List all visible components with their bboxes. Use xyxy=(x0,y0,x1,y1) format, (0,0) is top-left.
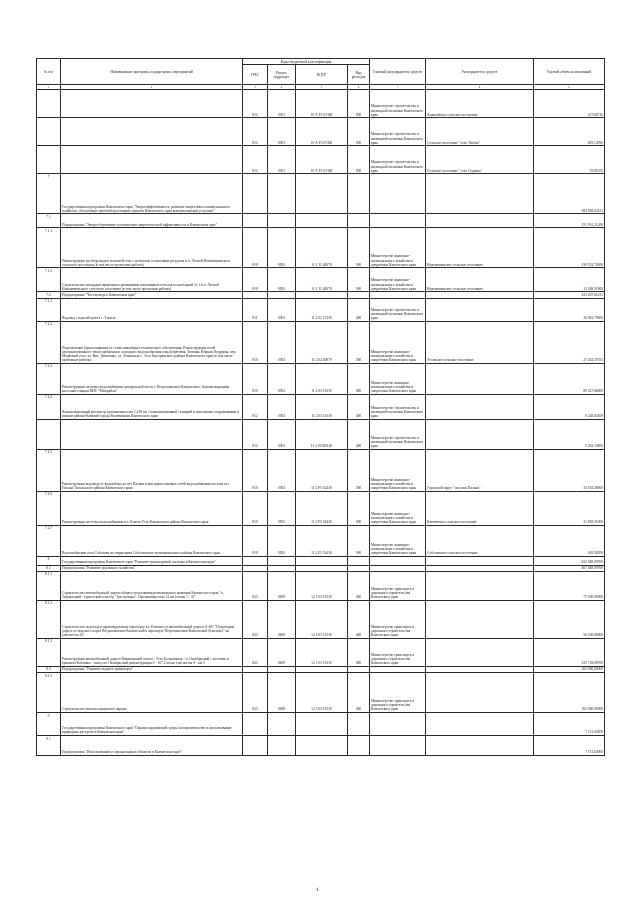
row-number: 7.2.4 xyxy=(37,394,61,419)
row-kcsr: 12 3 03 10130 xyxy=(296,673,348,713)
table-row xyxy=(37,491,605,525)
row-section: 0409 xyxy=(268,600,296,638)
column-index: 7 xyxy=(370,85,426,90)
row-recipient xyxy=(426,556,534,565)
row-kcsr: 12 1 03 10130 xyxy=(296,638,348,666)
table-row xyxy=(37,419,605,449)
row-name: Государственная программа Камчатского края "Энергоэффективность, развитие энергетики и коммунального хозяйства, обеспечение жителей населенных пунктов Камчатского края коммунальными услугами" xyxy=(61,174,243,214)
row-name: Государственная программа Камчатского края "Развитие транспортной системы в Камчатском крае" xyxy=(61,556,243,565)
table-row xyxy=(37,228,605,268)
row-vr xyxy=(348,713,370,736)
row-vr: 500 xyxy=(348,268,370,292)
row-section xyxy=(268,713,296,736)
row-name: Подпрограмма "Развитие водного транспорта" xyxy=(61,666,243,672)
row-recipient xyxy=(426,394,534,419)
table-row xyxy=(37,174,605,214)
row-section: 0409 xyxy=(268,571,296,600)
column-index: 2 xyxy=(61,85,243,90)
table-row xyxy=(37,449,605,491)
header-kcsr: КЦСР xyxy=(296,65,348,85)
row-amount: 151 591,21200 xyxy=(534,214,605,228)
row-section: 0501 xyxy=(268,118,296,146)
table-row xyxy=(37,363,605,394)
row-amount: 6 228,84309 xyxy=(534,394,605,419)
row-chief-manager: Министерство транспорта и дорожного строительства Камчатского края xyxy=(370,673,426,713)
row-section: 0408 xyxy=(268,673,296,713)
row-kcsr: 11 2 03 10130 xyxy=(296,394,348,419)
row-recipient: Эссовское сельское поселение xyxy=(426,321,534,363)
row-vr xyxy=(348,556,370,565)
row-grbs xyxy=(243,556,268,565)
row-recipient: Новоавачинское сельское поселение xyxy=(426,228,534,268)
table-row xyxy=(37,556,605,565)
header-kbk-group: Коды бюджетной классификации xyxy=(243,59,370,65)
row-grbs: 823 xyxy=(243,638,268,666)
row-kcsr: 11 2 03 10130 xyxy=(296,363,348,394)
row-number: 7.2.1 xyxy=(37,298,61,321)
row-number: 9.1 xyxy=(37,736,61,756)
row-name xyxy=(61,146,243,174)
row-chief-manager: Министерство жилищно-коммунального хозяйства и энергетики Камчатского края xyxy=(370,228,426,268)
row-chief-manager: Министерство транспорта и дорожного строительства Камчатского края xyxy=(370,600,426,638)
row-vr: 400 xyxy=(348,673,370,713)
row-section: 0502 xyxy=(268,268,296,292)
row-amount: 27 262,37031 xyxy=(534,321,605,363)
row-kcsr: 11 2 F5 52430 xyxy=(296,491,348,525)
row-name: Реконструкция трубопроводов тепловой сети с истекшим остаточным ресурсом в п. Лесной Новоавачинского сельского поселения (в том числе проектные работы) xyxy=(61,228,243,268)
budget-allocation-table xyxy=(36,58,605,756)
row-section: 0502 xyxy=(268,228,296,268)
row-amount: 7 151,02000 xyxy=(534,713,605,736)
row-amount: 465,98200 xyxy=(534,525,605,556)
row-vr: 400 xyxy=(348,638,370,666)
row-vr: 500 xyxy=(348,449,370,491)
row-number: 7.1.1 xyxy=(37,228,61,268)
row-number: 7.2.6 xyxy=(37,491,61,525)
row-name: Государственная программа Камчатского края "Охрана окружающей среды, воспроизводство и использование природных ресурсов в Камчатском крае" xyxy=(61,713,243,736)
row-chief-manager xyxy=(370,174,426,214)
header-grbs: ГРБС xyxy=(243,65,268,85)
row-kcsr: 10 А F3 67484 xyxy=(296,90,348,118)
column-index: 6 xyxy=(348,85,370,90)
row-chief-manager: Министерство строительства и жилищной политики Камчатского края xyxy=(370,146,426,174)
row-grbs xyxy=(243,174,268,214)
row-kcsr xyxy=(296,736,348,756)
row-recipient: Сельское поселение "село Седанка" xyxy=(426,146,534,174)
row-grbs: 810 xyxy=(243,449,268,491)
row-chief-manager xyxy=(370,713,426,736)
row-chief-manager: Министерство жилищно-коммунального хозяйства и энергетики Камчатского края xyxy=(370,363,426,394)
column-index: 1 xyxy=(37,85,61,90)
row-name xyxy=(61,90,243,118)
row-name: Реконструкция системы водоснабжения центральной части г. Петропавловск-Камчатского. Канализационная насосная станция КНС "Межрайон" xyxy=(61,363,243,394)
row-chief-manager: Министерство жилищно-коммунального хозяйства и энергетики Камчатского края xyxy=(370,268,426,292)
row-chief-manager xyxy=(370,736,426,756)
row-amount: 31 858,51000 xyxy=(534,491,605,525)
table-row xyxy=(37,673,605,713)
row-chief-manager: Министерство транспорта и дорожного строительства Камчатского края xyxy=(370,571,426,600)
header-name: Наименование программ, подпрограмм, мероприятий xyxy=(61,59,243,85)
row-section xyxy=(268,736,296,756)
row-number: 8.1 xyxy=(37,565,61,571)
header-no: № п/п xyxy=(37,59,61,85)
row-section: 0409 xyxy=(268,638,296,666)
row-recipient xyxy=(426,638,534,666)
row-amount: 165 000,00000 xyxy=(534,673,605,713)
row-grbs: 812 xyxy=(243,146,268,174)
row-name: Строительство автопассажирского парома xyxy=(61,673,243,713)
row-grbs: 823 xyxy=(243,673,268,713)
column-index: 5 xyxy=(296,85,348,90)
row-amount: 335 718,00700 xyxy=(534,638,605,666)
row-name: Водовод с водозабором в с. Тигиль xyxy=(61,298,243,321)
row-amount: 56 330,00000 xyxy=(534,600,605,638)
row-recipient xyxy=(426,673,534,713)
row-vr: 500 xyxy=(348,228,370,268)
row-grbs: 810 xyxy=(243,268,268,292)
row-kcsr xyxy=(296,174,348,214)
row-chief-manager: Министерство жилищно-коммунального хозяйства и энергетики Камчатского края xyxy=(370,321,426,363)
row-recipient xyxy=(426,298,534,321)
row-chief-manager: Министерство транспорта и дорожного строительства Камчатского края xyxy=(370,638,426,666)
row-grbs: 810 xyxy=(243,363,268,394)
row-vr xyxy=(348,174,370,214)
row-name: Подпрограмма "Использование и охрана водных объектов в Камчатском крае" xyxy=(61,736,243,756)
row-section: 0502 xyxy=(268,491,296,525)
row-section: 0502 xyxy=(268,298,296,321)
row-section xyxy=(268,174,296,214)
row-amount: 7 151,02000 xyxy=(534,736,605,756)
row-grbs: 810 xyxy=(243,491,268,525)
table-row xyxy=(37,394,605,419)
row-kcsr: 11 2 02 10130 xyxy=(296,298,348,321)
row-recipient: Городской округ "поселок Палана" xyxy=(426,449,534,491)
table-row xyxy=(37,600,605,638)
column-index: 9 xyxy=(534,85,605,90)
row-name xyxy=(61,419,243,449)
row-chief-manager: Министерство строительства и жилищной политики Камчатского края xyxy=(370,298,426,321)
row-chief-manager: Министерство жилищно-коммунального хозяйства и энергетики Камчатского края xyxy=(370,491,426,525)
row-vr: 500 xyxy=(348,146,370,174)
row-chief-manager: Министерство строительства и жилищной политики Камчатского края xyxy=(370,419,426,449)
row-number: 9 xyxy=(37,713,61,736)
row-section: 0502 xyxy=(268,419,296,449)
header-recipient: Распорядитель средств xyxy=(426,59,534,85)
row-section xyxy=(268,214,296,228)
row-kcsr: 12 1 03 10130 xyxy=(296,600,348,638)
row-vr: 400 xyxy=(348,394,370,419)
row-section xyxy=(268,556,296,565)
row-chief-manager: Министерство жилищно-коммунального хозяйства и энергетики Камчатского края xyxy=(370,525,426,556)
row-chief-manager: Министерство строительства и жилищной политики Камчатского края xyxy=(370,90,426,118)
row-amount: 12 038,51800 xyxy=(534,268,605,292)
table-row xyxy=(37,571,605,600)
table-row xyxy=(37,298,605,321)
row-grbs: 823 xyxy=(243,571,268,600)
row-number xyxy=(37,118,61,146)
row-name: Реконструкция системы водоснабжения в п. Ключи Усть-Камчатского района Камчатского края xyxy=(61,491,243,525)
row-name: Строительство площадки временного размещения изношенных отходов на котельной № 1 в п. Лесной Новоавачинского сельского поселения (в том числе проектные работы) xyxy=(61,268,243,292)
row-chief-manager: Министерство строительства и жилищной политики Камчатского края xyxy=(370,118,426,146)
row-amount: 384 858,02431 xyxy=(534,174,605,214)
row-kcsr: 10 А F3 67484 xyxy=(296,146,348,174)
row-name: Подпрограмма "Развитие дорожного хозяйства" xyxy=(61,565,243,571)
row-grbs: 812 xyxy=(243,90,268,118)
row-amount: 33 554,30000 xyxy=(534,449,605,491)
header-chief-manager: Главный распорядитель средств xyxy=(370,59,426,85)
row-vr: 500 xyxy=(348,321,370,363)
row-name: Строительство автомобильной дороги общего пользования регионального значения Камчатского края "п. Термальный - туристский кластер "Три вулкана". Протяженностью 12 км (этапы 1 - 3)" xyxy=(61,571,243,600)
row-name: Строительство подъезда к проектируемому аэропорту в г. Елизово от автомобильной дороги А-401 "Подъездная дорога от морского порта Петропавловск-Камчатский к аэропорту Петропавловск-Камчатский (Елизово)" на участке км 24" xyxy=(61,600,243,638)
header-amount: Годовой объем ассигнований xyxy=(534,59,605,85)
row-kcsr: 12 1 03 10130 xyxy=(296,571,348,600)
row-vr: 500 xyxy=(348,90,370,118)
row-grbs: 812 xyxy=(243,118,268,146)
row-number: 7.2.3 xyxy=(37,363,61,394)
row-recipient xyxy=(426,713,534,736)
row-amount: 55,01655 xyxy=(534,146,605,174)
row-number: 7.2.7 xyxy=(37,525,61,556)
row-amount: 233 267,81231 xyxy=(534,292,605,298)
table-row xyxy=(37,525,605,556)
row-vr: 500 xyxy=(348,525,370,556)
header-vr: Вид расходов xyxy=(348,65,370,85)
table-row xyxy=(37,214,605,228)
table-row xyxy=(37,638,605,666)
row-recipient: Соболевское сельское поселение xyxy=(426,525,534,556)
row-recipient xyxy=(426,174,534,214)
row-kcsr xyxy=(296,556,348,565)
row-amount: 75 590,00000 xyxy=(534,571,605,600)
row-name: Реконструкция автомобильной дороги Начикинский совхоз - Усть-Большерецк - п. Октябрьский с мостами и ершиком Козловка - заход пп. Октябрьский реконструкция 0 - 107,2 км на участке км 0 - км 5 xyxy=(61,638,243,666)
row-amount: 632 048,00700 xyxy=(534,556,605,565)
row-grbs xyxy=(243,214,268,228)
row-name: Подпрограмма "Энергосбережение и повышение энергетической эффективности в Камчатском крае" xyxy=(61,214,243,228)
row-number xyxy=(37,90,61,118)
row-number xyxy=(37,419,61,449)
row-amount: 467 048,00700 xyxy=(534,565,605,571)
row-name: Реконструкция водовода от водозабора до пгт Палана и внутрипоселковых сетей водоснабжения поселка пгт Палана Тигильского района Камчатского края xyxy=(61,449,243,491)
table-row xyxy=(37,90,605,118)
header-section: Раздел, подраздел xyxy=(268,65,296,85)
row-chief-manager: Министерство строительства и жилищной политики Камчатского края xyxy=(370,394,426,419)
row-number: 7.1.2 xyxy=(37,268,61,292)
row-vr: 400 xyxy=(348,600,370,638)
row-kcsr xyxy=(296,214,348,228)
row-grbs xyxy=(243,713,268,736)
table-row xyxy=(37,146,605,174)
table-body xyxy=(37,90,605,756)
row-name: Водоснабжение села Соболево на территории Соболевского муниципального района Камчатского края xyxy=(61,525,243,556)
row-vr: 500 xyxy=(348,491,370,525)
row-recipient xyxy=(426,600,534,638)
row-chief-manager: Министерство жилищно-коммунального хозяйства и энергетики Камчатского края xyxy=(370,449,426,491)
row-recipient: Сельское поселение "село Тигиль" xyxy=(426,118,534,146)
row-name: Канализационный коллектор протяженностью 1,238 км с канализационной станцией и очистными сооружениями в южном районе Рыбачий города Вилючинска Камчатского края xyxy=(61,394,243,419)
row-kcsr: 10 А F3 67484 xyxy=(296,118,348,146)
row-name xyxy=(61,118,243,146)
row-grbs: 810 xyxy=(243,228,268,268)
row-section: 0501 xyxy=(268,90,296,118)
row-recipient xyxy=(426,736,534,756)
row-number: 7.2.2 xyxy=(37,321,61,363)
row-amount: 165 000,00000 xyxy=(534,666,605,672)
row-number: 7.1 xyxy=(37,214,61,228)
row-recipient: Анавгайское сельское поселение xyxy=(426,90,534,118)
row-number: 7 xyxy=(37,174,61,214)
row-number: 8.3.1 xyxy=(37,673,61,713)
page-number: 4 xyxy=(316,888,319,893)
row-vr: 400 xyxy=(348,419,370,449)
row-name: Подключение (присоединение) к сетям инженерно-технического обеспечения. Реконструкция сетей централизованного теплоснабжения и холодного водоснабжения улиц Береговая, Зеленая, Южная, Кедровая, пер. Медвежий угол, ул. Вит. Девятенко, ул. Ленинская с. Эссо Быстринского района Камчатского края (в том числе проектные работы) xyxy=(61,321,243,363)
table-row xyxy=(37,713,605,736)
row-section: 0501 xyxy=(268,146,296,174)
row-section: 0502 xyxy=(268,449,296,491)
row-vr xyxy=(348,736,370,756)
row-amount: 139 552,70300 xyxy=(534,228,605,268)
row-grbs: 810 xyxy=(243,321,268,363)
row-recipient xyxy=(426,571,534,600)
row-name: Подпрограмма "Чистая вода в Камчатском крае" xyxy=(61,292,243,298)
row-grbs: 812 xyxy=(243,419,268,449)
row-kcsr: 11 2 02 40070 xyxy=(296,321,348,363)
row-grbs: 811 xyxy=(243,298,268,321)
row-kcsr: 11 2 F5 52430 xyxy=(296,525,348,556)
row-section: 0502 xyxy=(268,363,296,394)
row-number: 7.2 xyxy=(37,292,61,298)
row-recipient xyxy=(426,419,534,449)
row-kcsr xyxy=(296,713,348,736)
row-recipient: Новоавачинское сельское поселение xyxy=(426,268,534,292)
row-chief-manager xyxy=(370,556,426,565)
row-recipient: Ключевское сельское поселение xyxy=(426,491,534,525)
row-section: 0502 xyxy=(268,394,296,419)
row-grbs xyxy=(243,736,268,756)
row-amount: 89 327,66000 xyxy=(534,363,605,394)
row-amount: 417,60710 xyxy=(534,90,605,118)
row-number xyxy=(37,146,61,174)
row-chief-manager xyxy=(370,214,426,228)
row-number: 7.2.5 xyxy=(37,449,61,491)
column-index: 8 xyxy=(426,85,534,90)
table-row xyxy=(37,321,605,363)
row-recipient xyxy=(426,214,534,228)
row-number: 8.1.3 xyxy=(37,638,61,666)
row-section: 0502 xyxy=(268,321,296,363)
row-vr: 400 xyxy=(348,298,370,321)
row-section: 0502 xyxy=(268,525,296,556)
column-index: 4 xyxy=(268,85,296,90)
row-amount: 30 852,70000 xyxy=(534,298,605,321)
row-kcsr: 11 2 F5 52430 xyxy=(296,449,348,491)
row-number: 8.3 xyxy=(37,666,61,672)
row-recipient xyxy=(426,363,534,394)
row-vr: 400 xyxy=(348,363,370,394)
table-header xyxy=(37,59,605,90)
row-vr: 500 xyxy=(348,118,370,146)
row-vr: 400 xyxy=(348,571,370,600)
table-row xyxy=(37,736,605,756)
row-number: 8.1.2 xyxy=(37,600,61,638)
row-amount: 493,12096 xyxy=(534,118,605,146)
column-index: 3 xyxy=(243,85,268,90)
table-row xyxy=(37,268,605,292)
row-kcsr: 11 1 11 40070 xyxy=(296,228,348,268)
row-vr xyxy=(348,214,370,228)
row-grbs: 812 xyxy=(243,394,268,419)
row-grbs: 810 xyxy=(243,525,268,556)
row-kcsr: 11 2 00 R0120 xyxy=(296,419,348,449)
row-kcsr: 11 1 11 40070 xyxy=(296,268,348,292)
row-number: 8.1.1 xyxy=(37,571,61,600)
row-amount: 5 263,15800 xyxy=(534,419,605,449)
table-row xyxy=(37,118,605,146)
row-number: 8 xyxy=(37,556,61,565)
row-grbs: 823 xyxy=(243,600,268,638)
